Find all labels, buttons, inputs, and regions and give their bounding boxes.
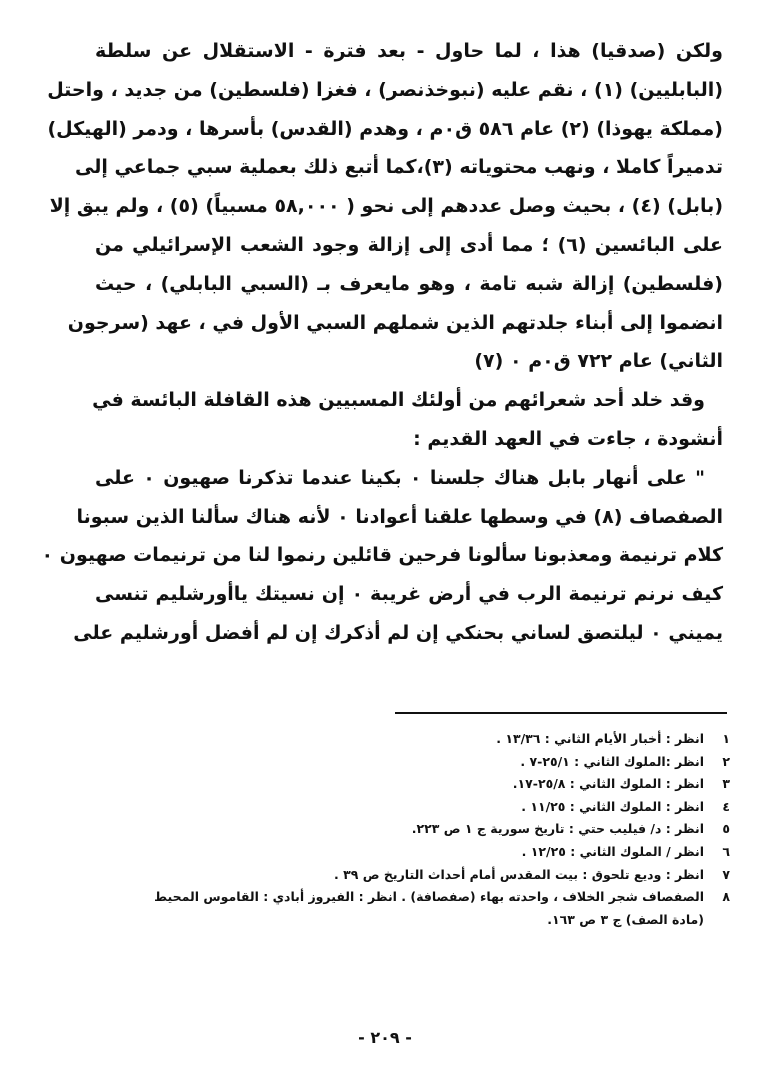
body-line: يميني ٠ ليلتصق لساني بحنكي إن لم أذكرك إن لم أفضل أورشليم على bbox=[73, 621, 723, 644]
page-number: - ٢٠٩ - bbox=[358, 1028, 412, 1047]
footnote-number: ١ bbox=[722, 731, 730, 746]
footnote bbox=[120, 818, 730, 841]
body-line: على البائسين (٦) ؛ مما أدى إلى إزالة وجود الشعب الإسرائيلي من bbox=[95, 233, 723, 256]
footnote-number: ٦ bbox=[722, 843, 730, 859]
body-line: (بابل) (٤) ، بحيث وصل عددهم إلى نحو ( ٥٨,٠٠٠ مسبياً) (٥) ، ولم يبق إلا bbox=[49, 195, 723, 218]
body-line: " على أنهار بابل هناك جلسنا ٠ بكينا عندما تذكرنا صهيون ٠ على bbox=[95, 466, 705, 489]
footnote-number: ٥ bbox=[722, 821, 730, 837]
body-line: تدميراً كاملا ، ونهب محتوياته (٣)،كما أتبع ذلك بعملية سبي جماعي إلى bbox=[75, 156, 723, 179]
footnote-number: ٨ bbox=[722, 889, 730, 905]
body-line: الصفصاف (٨) في وسطها علقنا أعوادنا ٠ لأنه هناك سألنا الذين سبونا bbox=[76, 505, 723, 528]
footnote-text: انظر : الملوك الثاني : ٢٥/٨-١٧. bbox=[512, 776, 704, 792]
footnote bbox=[120, 841, 730, 864]
footnote bbox=[120, 796, 730, 819]
body-line: (البابليين) (١) ، نقم عليه (نبوخذنصر) ، فغزا (فلسطين) من جديد ، واحتل bbox=[47, 78, 723, 101]
footnote-text: انظر : أخبار الأيام الثاني : ١٣/٣٦ . bbox=[496, 731, 704, 746]
footnotes bbox=[120, 728, 730, 931]
footnote-separator bbox=[395, 712, 727, 714]
body-line: كيف نرنم ترنيمة الرب في أرض غريبة ٠ إن نسيتك ياأورشليم تنسى bbox=[95, 583, 723, 606]
footnote-text: الصفصاف شجر الخلاف ، واحدته بهاء (صفصافة) . انظر : الفيروز أبادي : القاموس المحيط bbox=[154, 889, 704, 905]
body-line: انضموا إلى أبناء جلدتهم الذين شملهم السبي الأول في ، عهد (سرجون bbox=[67, 311, 723, 334]
body-line: الثاني) عام ٧٢٢ ق٠م ٠ (٧) bbox=[474, 350, 723, 373]
footnote bbox=[120, 886, 730, 909]
footnote bbox=[120, 728, 730, 751]
footnote-text: انظر :الملوك الثاني : ٢٥/١-٧ . bbox=[520, 753, 704, 769]
footnote-text: انظر : الملوك الثاني : ١١/٢٥ . bbox=[521, 798, 704, 814]
footnote-number: ٧ bbox=[722, 866, 730, 882]
footnote-text: انظر : د/ فيليب حتي : تاريخ سورية ج ١ ص ٢٢٣. bbox=[411, 821, 704, 837]
body-line: (فلسطين) إزالة شبه تامة ، وهو مايعرف بـ (السبي البابلي) ، حيث bbox=[95, 272, 723, 295]
footnote-number: ٢ bbox=[722, 753, 730, 769]
footnote-number: ٣ bbox=[722, 776, 730, 792]
body-line: وقد خلد أحد شعرائهم من أولئك المسبيين هذه القافلة البائسة في bbox=[92, 389, 705, 412]
footnote-text: انظر / الملوك الثاني : ١٢/٢٥ . bbox=[521, 843, 704, 859]
footnote-text: انظر : وديع تلحوق : بيت المقدس أمام أحداث التاريخ ص ٣٩ . bbox=[334, 866, 704, 882]
body-text bbox=[41, 32, 723, 653]
body-line: أنشودة ، جاءت في العهد القديم : bbox=[413, 427, 723, 450]
footnote bbox=[120, 773, 730, 796]
footnote bbox=[120, 751, 730, 774]
body-line: كلام ترنيمة ومعذبونا سألونا فرحين قائلين رنموا لنا من ترنيمات صهيون ٠ bbox=[41, 544, 723, 567]
footnote-continuation: (مادة الصف) ج ٣ ص ١٦٣. bbox=[547, 911, 704, 927]
footnote-number: ٤ bbox=[722, 798, 730, 814]
footnote bbox=[120, 864, 730, 887]
body-line: (مملكة يهوذا) (٢) عام ٥٨٦ ق٠م ، وهدم (القدس) بأسرها ، ودمر (الهيكل) bbox=[47, 117, 723, 140]
body-line: ولكن (صدقيا) هذا ، لما حاول - بعد فترة - الاستقلال عن سلطة bbox=[95, 40, 723, 62]
